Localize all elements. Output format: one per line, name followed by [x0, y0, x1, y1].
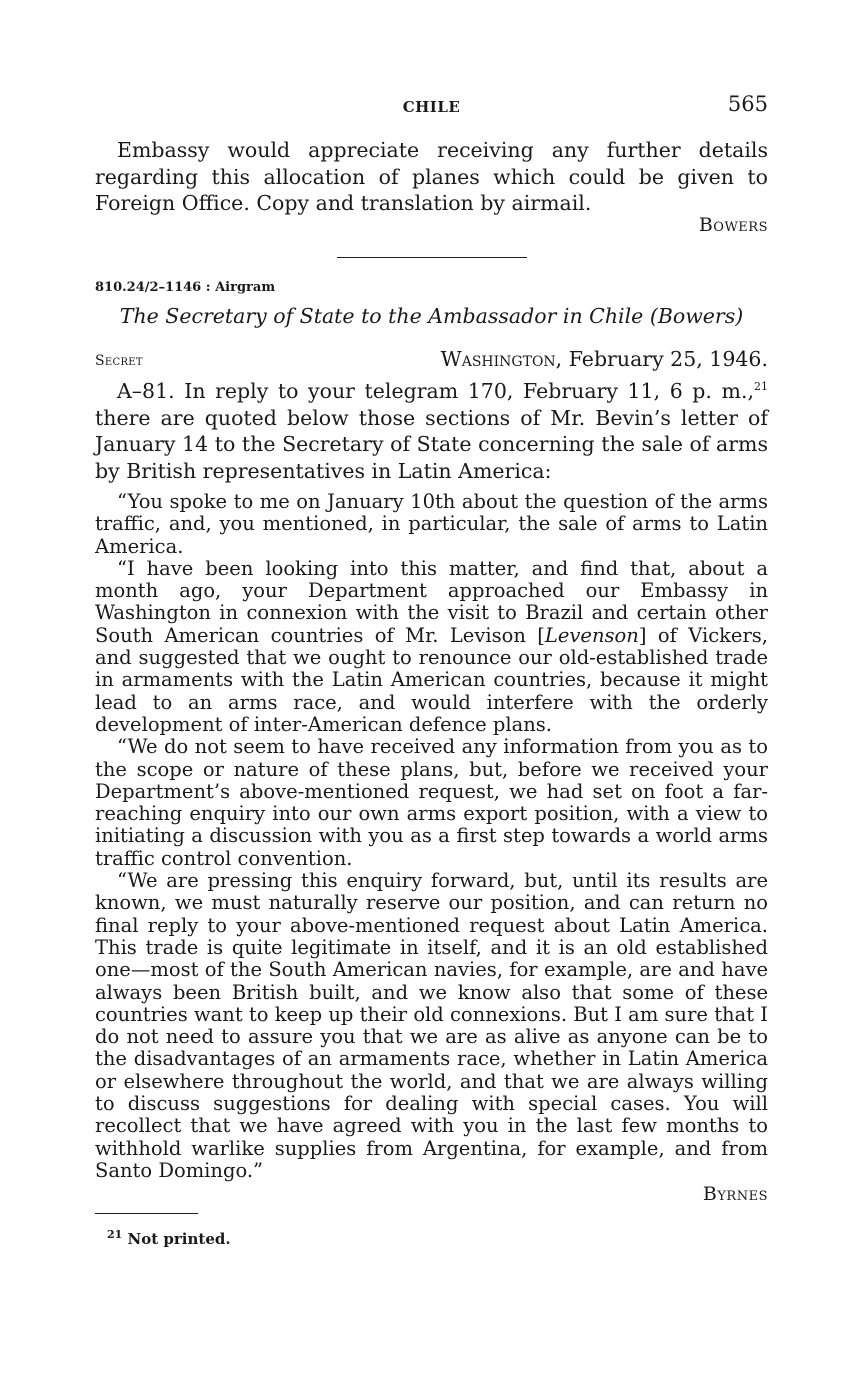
classification: Secret [95, 353, 143, 369]
footnote-text: Not printed. [122, 1230, 231, 1248]
title-main: The Secretary of State to the Ambassador in Chile ( [119, 304, 658, 328]
quote-paragraph-1: “You spoke to me on January 10th about the question of the arms traffic, and, you mentioned, in particular, the sale of arms to Latin America. [95, 490, 768, 558]
quote-2-a: “I have been looking into this matter, and find that, about a month ago, your Department approached our Embassy in Washington in connexion with the visit to Brazil and certain other South American countries of Mr. Levison [ [95, 556, 768, 647]
footnote-rule [95, 1213, 198, 1214]
footnote-reference: 21 [754, 380, 768, 394]
quote-paragraph-4: “We are pressing this enquiry forward, but, until its results are known, we must naturally reserve our position, and can return no final reply to your above-mentioned request about Latin America. This trade is quite legitimate in itself, and it is an old established one—most of the South American navies, for example, are and have always been British built, and we know also that some of these countries want to keep up their old connexions. But I am sure that I do not need to assure you that we are as alive as anyone can be to the disadvantages of an armaments race, whether in Latin America or elsewhere throughout the world, and that we are always willing to discuss suggestions for dealing with special cases. You will recollect that we have agreed with you in the last few months to withhold warlike supplies from Argentina, for example, and from Santo Domingo.” [95, 869, 768, 1182]
section-divider [337, 257, 527, 258]
intro-paragraph: Embassy would appreciate receiving any further details regarding this allocation of planes which could be given to Foreign Office. Copy and translation by airmail. [95, 138, 768, 215]
footnote-marker: 21 [107, 1228, 123, 1241]
title-close: ) [735, 304, 744, 328]
quote-2-b: ] of Vickers, and suggested that we ought to renounce our old-established trade in armaments with the Latin American countries, because it might lead to an arms race, and would interfere with the orderly development of inter-American defence plans. [95, 623, 768, 736]
page-number: 565 [727, 92, 768, 116]
dateline [95, 347, 768, 375]
body-text-b: there are quoted below those sections of Mr. Bevin’s letter of January 14 to the Secretary of State concerning the sale of arms by British representatives in Latin America: [95, 405, 768, 483]
quote-2-italic: Levenson [544, 623, 639, 647]
first-signature: Bowers [698, 214, 768, 236]
quote-paragraph-3: “We do not seem to have received any information from you as to the scope or nature of these plans, but, before we received your Department’s above-mentioned request, we had set on foot a far-reaching enquiry into our own arms export position, with a view to initiating a discussion with you as a first step towards a world arms traffic control convention. [95, 735, 768, 870]
document-reference: 810.24/2–1146 : Airgram [95, 280, 276, 295]
quoted-letter [95, 491, 768, 1182]
page-header [95, 92, 768, 122]
footnote [107, 1230, 231, 1248]
title-name: Bowers [657, 304, 736, 328]
place: Washington [440, 347, 556, 371]
body-paragraph [95, 378, 768, 484]
body-text-a: A–81. In reply to your telegram 170, February 11, 6 p. m., [117, 379, 754, 403]
date: , February 25, 1946. [555, 347, 768, 371]
closing-signature: Byrnes [702, 1183, 768, 1205]
running-head: CHILE [402, 98, 461, 116]
quote-paragraph-2 [95, 558, 768, 736]
place-date [441, 347, 768, 371]
document-title [95, 304, 768, 328]
